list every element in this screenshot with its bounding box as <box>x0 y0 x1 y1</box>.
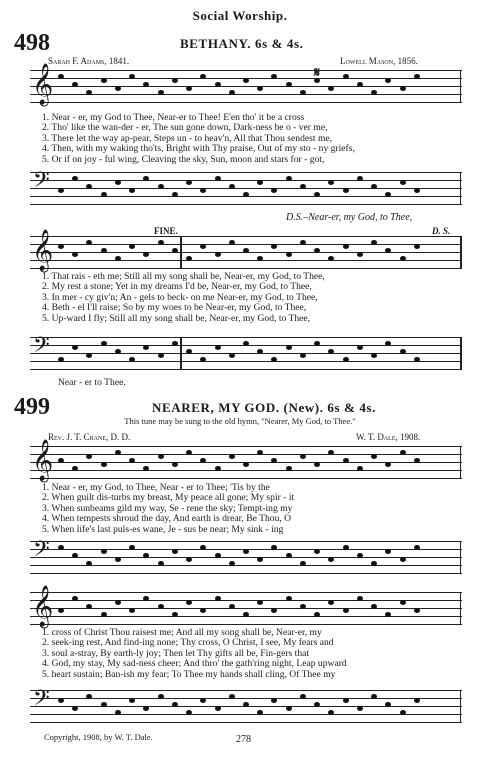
notehead <box>115 710 121 715</box>
notehead <box>343 188 349 193</box>
segno-icon: 𝄋 <box>314 66 321 81</box>
notehead <box>400 450 406 455</box>
notehead <box>243 78 249 83</box>
notehead <box>215 176 221 181</box>
notehead <box>271 608 277 613</box>
verse-line: 3. When sunbeams gild my way, Se - rene the sky; Tempt-ing my <box>42 502 293 514</box>
verse-line: 2. Tho' like the wan-der - er, The sun gone down, Dark-ness be o - ver me, <box>42 122 328 134</box>
verse-line: 3. In mer - cy giv'n; An - gels to beck- on me Near-er, my God, to Thee, <box>42 291 318 303</box>
notehead <box>186 557 192 562</box>
verse-line: 4. Beth - el I'll raise; So by my woes to be Near-er, my God, to Thee, <box>42 302 307 314</box>
verse-line: 2. My rest a stone; Yet in my dreams I'd be, Near-er, my God, to Thee, <box>42 281 312 293</box>
verse-line: 1. Near - er, my God to Thee, Near-er to Thee! E'en tho' it be a cross <box>42 112 305 123</box>
verse-line: 1. That rais - eth me; Still all my song shall be, Near-er, my God, to Thee, <box>42 271 325 282</box>
notehead <box>101 612 107 617</box>
notehead <box>101 341 107 346</box>
notehead <box>414 608 420 613</box>
notehead <box>229 90 235 95</box>
notehead <box>243 462 249 467</box>
notehead <box>357 553 363 558</box>
notehead <box>215 345 221 350</box>
notehead <box>257 557 263 562</box>
notehead <box>229 353 235 358</box>
notehead <box>414 545 420 550</box>
notehead <box>328 180 334 185</box>
notehead <box>385 462 391 467</box>
notehead <box>115 86 121 91</box>
verse-line: 5. heart sustain; Ban-ish my fear; To Thee my hands shall cling, Of Thee my <box>42 668 336 680</box>
verse-line: 1. cross of Christ Thou raisest me; And all my song shall be, Near-er, my <box>42 627 322 638</box>
verse-line: 2. seek-ing rest, And find-ing none; Thy cross, O Christ, I see, My fears and <box>42 637 334 649</box>
verse-line: 4. God, my stay, My sad-ness cheer; And thro' the gath'ring night, Leap upward <box>42 658 347 670</box>
notehead <box>101 192 107 197</box>
notehead <box>300 240 306 245</box>
notehead <box>229 454 235 459</box>
notehead <box>101 549 107 554</box>
bass-clef-icon: 𝄢 <box>33 168 50 198</box>
notehead <box>172 341 178 346</box>
notehead <box>385 549 391 554</box>
notehead <box>300 454 306 459</box>
notehead <box>357 596 363 601</box>
notehead <box>400 86 406 91</box>
notehead <box>286 553 292 558</box>
notehead <box>172 248 178 253</box>
notehead <box>215 252 221 257</box>
bass-staff <box>30 537 462 573</box>
treble-clef-icon: 𝄞 <box>32 586 54 627</box>
notehead <box>58 545 64 550</box>
notehead <box>300 353 306 358</box>
notehead <box>186 180 192 185</box>
notehead <box>343 458 349 463</box>
notehead <box>286 706 292 711</box>
ds-direction: D.S.–Near-er, my God, to Thee, <box>286 212 413 223</box>
notehead <box>158 604 164 609</box>
notehead <box>58 357 64 362</box>
notehead <box>286 345 292 350</box>
notehead <box>300 561 306 566</box>
notehead <box>72 706 78 711</box>
notehead <box>172 612 178 617</box>
notehead <box>357 345 363 350</box>
ds-marker: D. S. <box>432 226 451 236</box>
notehead <box>343 545 349 550</box>
notehead <box>158 240 164 245</box>
notehead <box>172 462 178 467</box>
notehead <box>286 596 292 601</box>
notehead <box>243 549 249 554</box>
hymn-number: 498 <box>14 30 50 56</box>
notehead <box>271 188 277 193</box>
notehead <box>343 698 349 703</box>
notehead <box>286 466 292 471</box>
notehead <box>400 710 406 715</box>
hymn-composer: W. T. Dale, 1908. <box>356 432 421 442</box>
notehead <box>58 188 64 193</box>
notehead <box>300 694 306 699</box>
notehead <box>143 345 149 350</box>
notehead <box>286 82 292 87</box>
notehead <box>385 78 391 83</box>
notehead <box>115 557 121 562</box>
notehead <box>243 248 249 253</box>
verse-line: 5. Up-ward I fly; Still all my song shall be, Near-er, my God, to Thee, <box>42 312 311 324</box>
hymn-note: This tune may be sung to the old hymn, "Nearer, My God, to Thee." <box>124 416 356 426</box>
notehead <box>343 74 349 79</box>
notehead <box>328 600 334 605</box>
copyright: Copyright, 1908, by W. T. Dale. <box>44 732 153 742</box>
hymn-title: NEARER, MY GOD. (New). 6s & 4s. <box>152 400 376 415</box>
notehead <box>371 353 377 358</box>
notehead <box>357 82 363 87</box>
notehead <box>271 698 277 703</box>
notehead <box>200 188 206 193</box>
hymn-composer: Lowell Mason, 1856. <box>340 56 418 66</box>
notehead <box>115 450 121 455</box>
verse-line: 1. Near - er, my God, to Thee, Near - er to Thee; 'Tis by the <box>42 482 270 493</box>
notehead <box>229 561 235 566</box>
bass-clef-icon: 𝄢 <box>33 686 50 716</box>
notehead <box>115 600 121 605</box>
notehead <box>58 698 64 703</box>
notehead <box>72 345 78 350</box>
page-section-header: Social Worship. <box>192 8 288 23</box>
notehead <box>215 596 221 601</box>
notehead <box>200 244 206 249</box>
hymn-number: 499 <box>14 394 50 420</box>
verse-line: 4. Then, with my waking tho'ts, Bright with Thy praise, Out of my sto - ny griefs, <box>42 143 355 155</box>
notehead <box>101 248 107 253</box>
notehead <box>86 353 92 358</box>
notehead <box>357 176 363 181</box>
page-number: 278 <box>236 734 251 745</box>
notehead <box>271 244 277 249</box>
treble-staff <box>30 64 462 105</box>
bass-staff <box>30 686 462 722</box>
notehead <box>129 608 135 613</box>
notehead <box>58 244 64 249</box>
notehead <box>286 176 292 181</box>
notehead <box>371 454 377 459</box>
notehead <box>101 702 107 707</box>
verses-499-b <box>42 628 347 680</box>
notehead <box>328 86 334 91</box>
treble-clef-icon: 𝄞 <box>32 64 54 105</box>
verse-line: 3. There let the way ap-pear, Steps un - to heav'n, All that Thou sendest me, <box>42 132 333 144</box>
notehead <box>115 180 121 185</box>
notehead <box>357 252 363 257</box>
notehead <box>257 86 263 91</box>
notehead <box>286 252 292 257</box>
notehead <box>101 78 107 83</box>
notehead <box>172 192 178 197</box>
notehead <box>186 600 192 605</box>
verses-498-b <box>42 272 325 324</box>
bass-staff <box>30 168 462 204</box>
notehead <box>158 184 164 189</box>
bass-clef-icon: 𝄢 <box>33 333 50 363</box>
notehead <box>243 341 249 346</box>
notehead <box>129 188 135 193</box>
notehead <box>229 240 235 245</box>
notehead <box>343 357 349 362</box>
notehead <box>229 694 235 699</box>
notehead <box>229 604 235 609</box>
notehead <box>172 78 178 83</box>
notehead <box>86 454 92 459</box>
notehead <box>257 600 263 605</box>
notehead <box>414 188 420 193</box>
notehead <box>328 557 334 562</box>
notehead <box>58 608 64 613</box>
notehead <box>115 349 121 354</box>
notehead <box>158 561 164 566</box>
notehead <box>300 90 306 95</box>
notehead <box>158 90 164 95</box>
notehead <box>158 353 164 358</box>
treble-staff <box>30 586 462 627</box>
treble-clef-icon: 𝄞 <box>32 440 54 481</box>
notehead <box>414 74 420 79</box>
notehead <box>414 458 420 463</box>
notehead <box>143 706 149 711</box>
notehead <box>243 192 249 197</box>
notehead <box>172 702 178 707</box>
notehead <box>400 557 406 562</box>
notehead <box>129 244 135 249</box>
fine-marker: FINE. <box>154 226 178 236</box>
notehead <box>414 357 420 362</box>
notehead <box>314 462 320 467</box>
notehead <box>243 702 249 707</box>
ending-lyric: Near - er to Thee. <box>58 377 126 388</box>
notehead <box>300 604 306 609</box>
bass-staff <box>30 333 462 369</box>
notehead <box>400 600 406 605</box>
notehead <box>200 698 206 703</box>
notehead <box>186 86 192 91</box>
notehead <box>158 454 164 459</box>
notehead <box>414 698 420 703</box>
verse-line: 5. Or if on joy - ful wing, Cleaving the sky, Sun, moon and stars for - got, <box>42 153 325 165</box>
notehead <box>343 608 349 613</box>
notehead <box>215 553 221 558</box>
notehead <box>58 458 64 463</box>
notehead <box>400 256 406 261</box>
notehead <box>357 466 363 471</box>
notehead <box>215 706 221 711</box>
notehead <box>357 706 363 711</box>
notehead <box>200 608 206 613</box>
notehead <box>143 252 149 257</box>
verse-line: 5. When life's last puls-es wane, Je - sus be near; My sink - ing <box>42 523 284 535</box>
verse-line: 2. When guilt dis-turbs my breast, My peace all gone; My spir - it <box>42 492 295 504</box>
treble-staff <box>30 440 462 481</box>
notehead <box>243 612 249 617</box>
notehead <box>300 184 306 189</box>
hymn-title: BETHANY. 6s & 4s. <box>180 36 304 51</box>
notehead <box>215 466 221 471</box>
verse-line: 3. soul a-stray, By earth-ly joy; Then let Thy gifts all be, Fin-gers that <box>42 647 310 659</box>
notehead <box>400 180 406 185</box>
notehead <box>400 349 406 354</box>
notehead <box>115 256 121 261</box>
bass-clef-icon: 𝄢 <box>33 537 50 567</box>
notehead <box>72 252 78 257</box>
notehead <box>257 180 263 185</box>
verses-499-a <box>42 483 294 535</box>
notehead <box>343 244 349 249</box>
treble-clef-icon: 𝄞 <box>32 230 54 271</box>
notehead <box>314 549 320 554</box>
notehead <box>58 74 64 79</box>
hymn-author: Rev. J. T. Crane, D. D. <box>48 432 131 442</box>
notehead <box>129 698 135 703</box>
hymn-author: Sarah F. Adams, 1841. <box>48 56 130 66</box>
notehead <box>158 694 164 699</box>
notehead <box>101 462 107 467</box>
notehead <box>215 82 221 87</box>
verses-498-a <box>42 113 355 165</box>
notehead <box>414 244 420 249</box>
notehead <box>172 549 178 554</box>
verse-line: 4. When tempests shroud the day, And earth is drear, Be Thou, O <box>42 513 292 525</box>
notehead <box>229 184 235 189</box>
